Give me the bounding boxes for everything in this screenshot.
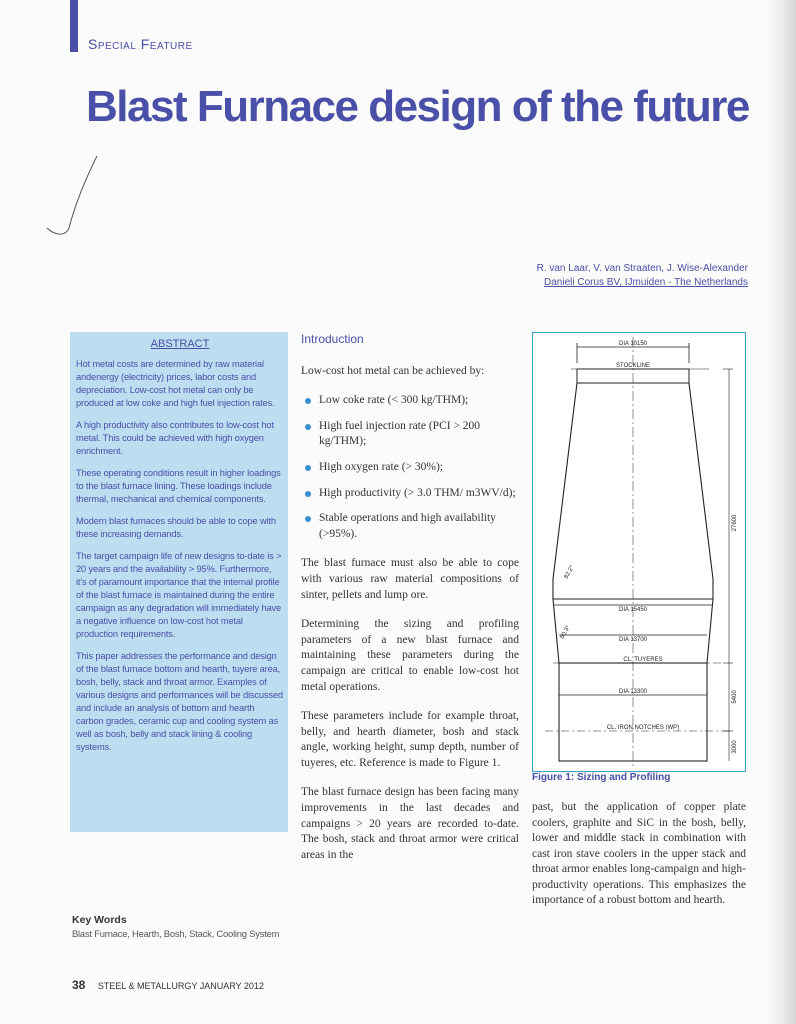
body-paragraph: The blast furnace design has been facing many improvements in the last decades and campaigns > 20 years are recorded to-date. The bosh, stack and throat armor were critical areas in the: [301, 786, 519, 861]
introduction-column: [301, 330, 519, 877]
stockline-label: STOCKLINE: [616, 363, 650, 369]
introduction-lead: Low-cost hot metal can be achieved by:: [301, 364, 485, 377]
list-item: High productivity (> 3.0 THM/ m3WV/d);: [301, 486, 519, 502]
page-title: Blast Furnace design of the future: [86, 82, 749, 131]
furnace-profile-diagram: [533, 333, 745, 771]
section-label: Special Feature: [88, 36, 193, 52]
abstract-paragraph: This paper addresses the performance and design of the blast furnace bottom and hearth, tuyere area, bosh, belly, stack and throat armor. Examples of various designs and performances will be discussed and include an analysis of bottom and hearth carbon grades, ceramic cup and cooling system as well as bosh, belly and stack lining & cooling systems.: [76, 651, 283, 752]
author-affiliation: Danieli Corus BV, IJmuiden - The Netherlands: [544, 277, 748, 288]
dia-belly-label: DIA 15450: [618, 607, 648, 613]
bosh-angle-label: 80.3°: [559, 624, 572, 640]
introduction-heading: Introduction: [301, 332, 364, 346]
publication-name: STEEL & METALLURGY JANUARY 2012: [97, 981, 264, 991]
abstract-paragraph: These operating conditions result in higher loadings to the blast furnace lining. These loadings include thermal, mechanical and chemical components.: [76, 468, 281, 504]
body-paragraph: Determining the sizing and profiling parameters of a new blast furnace and maintaining these parameters during the campaign are critical to enable low-cost hot metal operations.: [301, 618, 519, 693]
list-item: High fuel injection rate (PCI > 200 kg/THM);: [301, 419, 519, 450]
figure-1: [532, 332, 746, 772]
abstract-paragraph: Hot metal costs are determined by raw material andenergy (electricity) prices, labor costs and depreciation. Low-cost hot metal can only be produced at low coke and high fuel injection rates.: [76, 359, 275, 408]
abstract-paragraph: The target campaign life of new designs to-date is > 20 years and the availability > 95%. Furthermore, it's of paramount importance that the internal profile of the blast furnace is maintained during the entire campaign as any degradation will immediately have a negative influence on low-cost hot metal production requirements.: [76, 551, 282, 639]
keywords-block: [72, 914, 279, 939]
body-paragraph: The blast furnace must also be able to cope with various raw material compositions of sinter, pellets and lump ore.: [301, 557, 519, 601]
right-column: [532, 800, 746, 909]
page-number: 38: [72, 978, 86, 992]
tuyeres-label: CL. TUYERES: [623, 657, 663, 663]
abstract-paragraph: A high productivity also contributes to low-cost hot metal. This could be achieved with high oxygen enrichment.: [76, 420, 274, 456]
requirements-list: [301, 393, 519, 542]
pen-mark-icon: [45, 150, 105, 240]
dia-hearth-label: DIA 13300: [618, 689, 648, 695]
abstract-box: [70, 332, 288, 832]
keywords-title: Key Words: [72, 914, 127, 926]
iron-notches-label: CL. IRON NOTCHES (WP): [606, 725, 680, 731]
height-sump-label: 3000: [732, 740, 738, 754]
body-paragraph: These parameters include for example throat, belly, and hearth diameter, bosh and stack angle, working height, sump depth, number of tuyeres, etc. Reference is made to Figure 1.: [301, 710, 519, 769]
author-block: [537, 262, 748, 290]
abstract-title: ABSTRACT: [150, 338, 210, 350]
height-stack-label: 27600: [732, 514, 738, 532]
list-item: Stable operations and high availability (>95%).: [301, 511, 519, 542]
figure-caption: Figure 1: Sizing and Profiling: [532, 772, 671, 783]
page-footer: [72, 978, 264, 992]
list-item: High oxygen rate (> 30%);: [301, 460, 519, 476]
author-names: R. van Laar, V. van Straaten, J. Wise-Alexander: [536, 263, 748, 274]
dia-bosh-label: DIA 13700: [618, 637, 648, 643]
accent-bar: [70, 0, 78, 52]
abstract-paragraph: Modern blast furnaces should be able to cope with these increasing demands.: [76, 516, 276, 539]
height-bosh-label: 5400: [732, 690, 738, 704]
stack-angle-label: 82.2°: [563, 564, 576, 580]
body-paragraph: past, but the application of copper plate coolers, graphite and SiC in the bosh, belly, lower and middle stack in combination with cast iron stave coolers in the upper stack and throat armor enables long-campaign and high-productivity operations. This emphasizes the importance of a robust bottom and hearth.: [532, 801, 746, 906]
list-item: Low coke rate (< 300 kg/THM);: [301, 393, 519, 409]
dia-top-label: DIA 10150: [618, 341, 648, 347]
keywords-list: Blast Furnace, Hearth, Bosh, Stack, Cooling System: [72, 928, 280, 939]
page-edge-shadow: [766, 0, 796, 1024]
